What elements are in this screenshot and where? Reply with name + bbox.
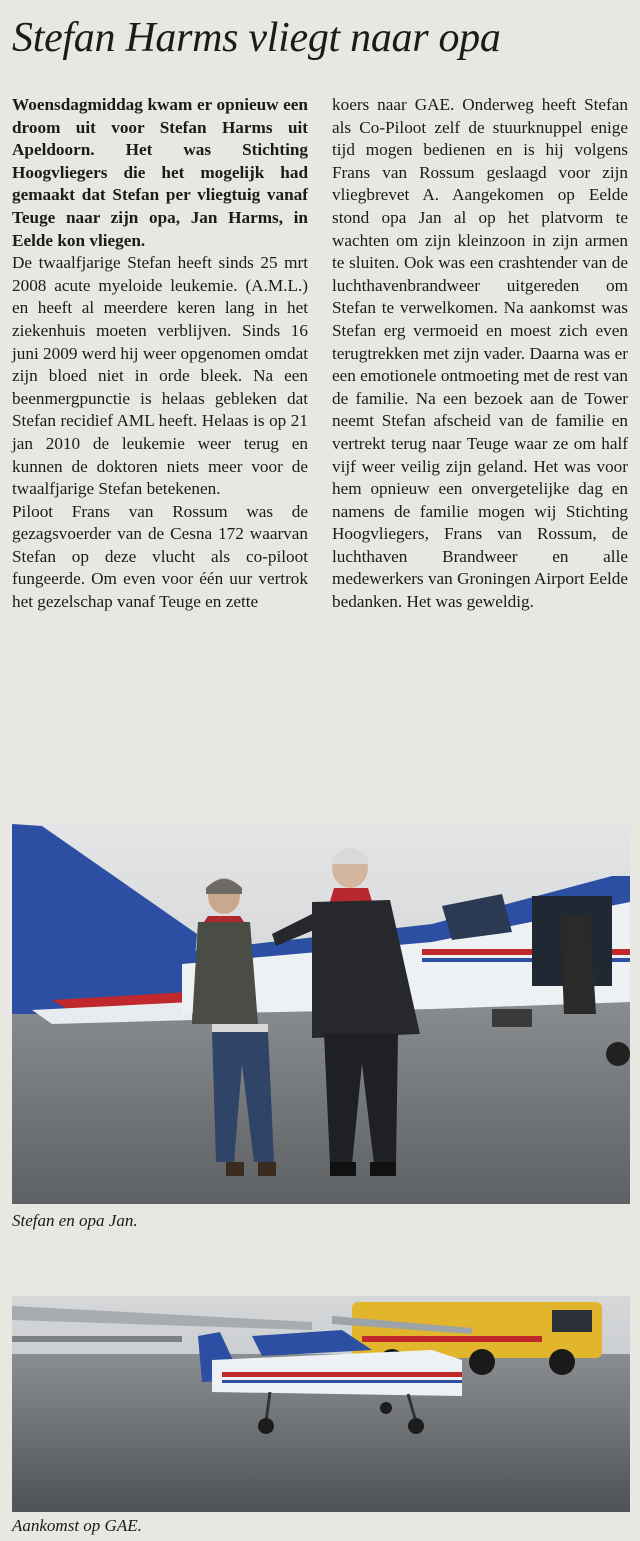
caption-photo-1: Stefan en opa Jan. <box>12 1211 138 1230</box>
caption-photo-2: Aankomst op GAE. <box>12 1516 142 1535</box>
photo-arrival-gae <box>12 1296 630 1512</box>
column-right <box>332 94 628 614</box>
body-paragraph-3: koers naar GAE. Onderweg heeft Stefan als Co-Piloot zelf de stuurknuppel enige tijd mogen bedienen en is hij volgens Frans van Rossum geslaagd voor zijn vliegbrevet A. Aangekomen op Eelde stond opa Jan al op het platvorm te wachten om zijn kleinzoon in zijn armen te sluiten. Ook was een crashtender van de luchthavenbrandweer uitgereden om Stefan te verwelkomen. Na aankomst was Stefan erg vermoeid en moest zich even terugtrekken met zijn vader. Daarna was er een emotionele ontmoeting met de rest van de familie. Na een bezoek aan de Tower neemt Stefan afscheid van de familie en vertrekt terug naar Teuge waar ze om half vijf weer veilig zijn geland. Het was voor hem opnieuw een onvergetelijke dag en namens de familie mogen wij Stichting Hoogvliegers, Frans van Rossum, de luchthaven Brandweer en alle medewerkers van Groningen Airport Eelde bedanken. Het was geweldig. <box>332 95 628 612</box>
photo-stefan-and-grandpa <box>12 824 630 1204</box>
column-left <box>12 94 308 614</box>
body-paragraph-2: Piloot Frans van Rossum was de gezagsvoerder van de Cesna 172 waarvan Stefan op deze vlucht als co-piloot fungeerde. Om even voor één uur vertrok het gezelschap vanaf Teuge en zette <box>12 501 308 612</box>
headline: Stefan Harms vliegt naar opa <box>12 15 501 61</box>
lead-paragraph: Woensdagmiddag kwam er opnieuw een droom uit voor Stefan Harms uit Apeldoorn. Het was Stichting Hoogvliegers die het mogelijk had gemaakt dat Stefan per vliegtuig vanaf Teuge naar zijn opa, Jan Harms, in Eelde kon vliegen. <box>12 95 308 250</box>
body-paragraph-1: De twaalfjarige Stefan heeft sinds 25 mrt 2008 acute myeloide leukemie. (A.M.L.) en heeft al meerdere keren lang in het ziekenhuis moeten verblijven. Sinds 16 juni 2009 werd hij weer opgenomen omdat zijn bloed niet in orde bleek. Na een beenmergpunctie is helaas gebleken dat Stefan recidief AML heeft. Helaas is op 21 jan 2010 de leukemie weer terug en kunnen de doktoren niets meer voor de twaalfjarige Stefan betekenen. <box>12 253 308 499</box>
